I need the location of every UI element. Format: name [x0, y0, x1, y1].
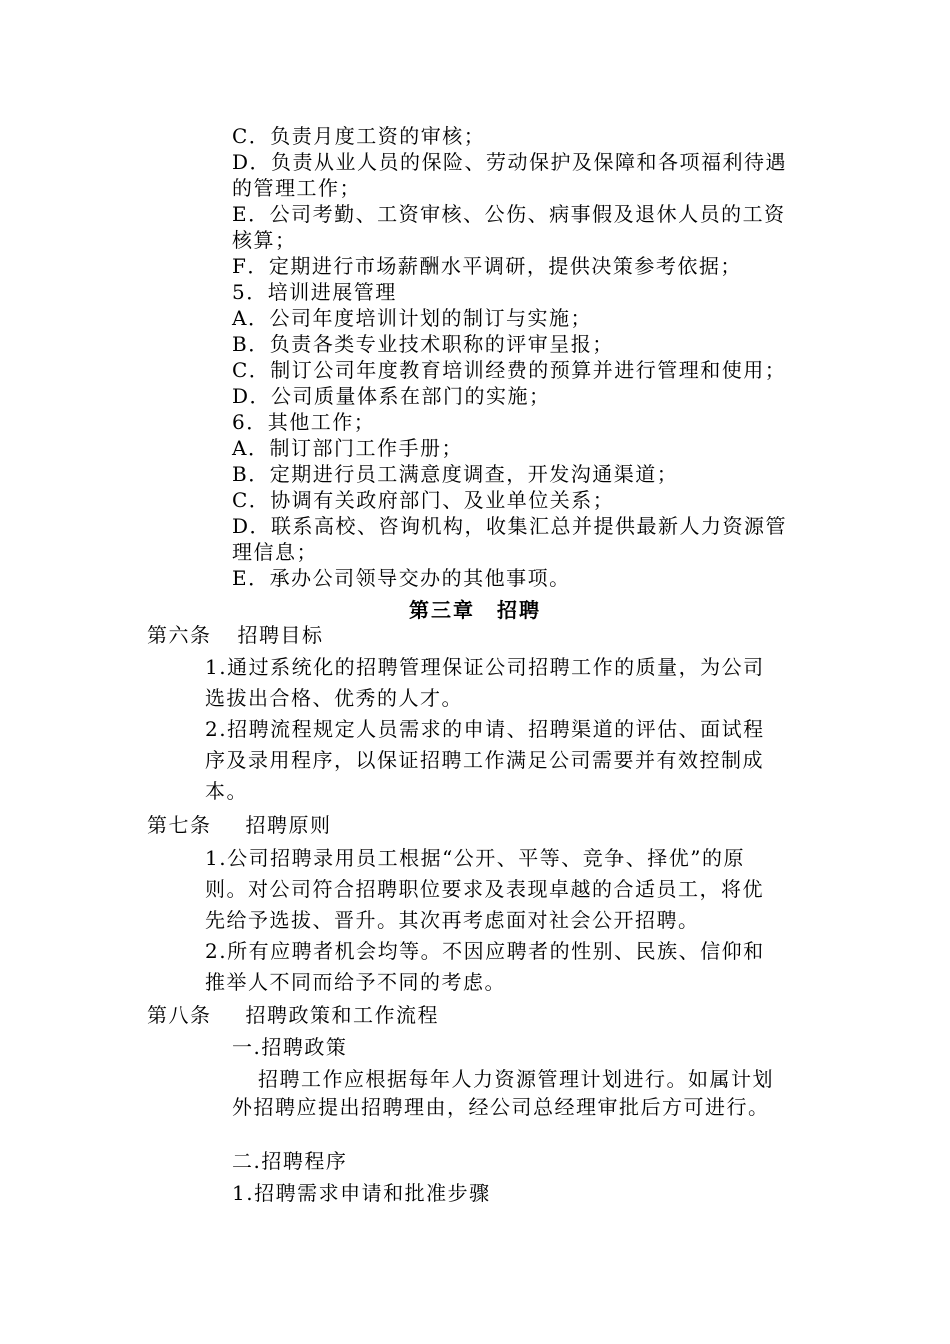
- article-title: 招聘原则: [245, 813, 332, 837]
- article-number: 第七条: [147, 813, 212, 837]
- list-item: 5．培训进展管理: [232, 280, 397, 304]
- list-item: 6．其他工作；: [232, 410, 376, 434]
- paragraph-line: 本。: [205, 779, 248, 803]
- list-item: C．负责月度工资的审核；: [232, 124, 486, 148]
- paragraph-line: 招聘工作应根据每年人力资源管理计划进行。如属计划: [258, 1067, 774, 1091]
- paragraph-line: 2.招聘流程规定人员需求的申请、招聘渠道的评估、面试程: [205, 717, 765, 741]
- article-7-heading: [147, 812, 332, 838]
- list-item: C．制订公司年度教育培训经费的预算并进行管理和使用；: [232, 358, 787, 382]
- list-item: 的管理工作；: [232, 176, 361, 200]
- paragraph-line: 2.所有应聘者机会均等。不因应聘者的性别、民族、信仰和: [205, 939, 765, 963]
- list-item: E．承办公司领导交办的其他事项。: [232, 566, 571, 590]
- list-item: A．制订部门工作手册；: [232, 436, 463, 460]
- list-item: E．公司考勤、工资审核、公伤、病事假及退休人员的工资: [232, 202, 786, 226]
- list-item: 理信息；: [232, 540, 318, 564]
- list-item: D．联系高校、咨询机构，收集汇总并提供最新人力资源管: [232, 514, 788, 538]
- list-item: A．公司年度培训计划的制订与实施；: [232, 306, 592, 330]
- paragraph-line: 先给予选拔、晋升。其次再考虑面对社会公开招聘。: [205, 908, 700, 932]
- paragraph-line: 1.公司招聘录用员工根据“公开、平等、竞争、择优”的原: [205, 846, 746, 870]
- paragraph-line: 1.通过系统化的招聘管理保证公司招聘工作的质量，为公司: [205, 655, 765, 679]
- list-item: F．定期进行市场薪酬水平调研，提供决策参考依据；: [232, 254, 742, 278]
- list-item: B．定期进行员工满意度调查，开发沟通渠道；: [232, 462, 679, 486]
- list-item: D．公司质量体系在部门的实施；: [232, 384, 551, 408]
- paragraph-line: 外招聘应提出招聘理由，经公司总经理审批后方可进行。: [232, 1095, 770, 1119]
- article-title: 招聘目标: [237, 623, 324, 647]
- article-6-heading: [147, 622, 324, 648]
- paragraph-line: 选拔出合格、优秀的人才。: [205, 686, 463, 710]
- policy-heading: 一.招聘政策: [232, 1035, 348, 1059]
- paragraph-line: 序及录用程序，以保证招聘工作满足公司需要并有效控制成: [205, 748, 764, 772]
- chapter-heading: 第三章 招聘: [409, 598, 541, 622]
- paragraph-line: 则。对公司符合招聘职位要求及表现卓越的合适员工，将优: [205, 877, 764, 901]
- procedure-heading: 二.招聘程序: [232, 1149, 348, 1173]
- article-title: 招聘政策和工作流程: [245, 1003, 439, 1027]
- list-item: 核算；: [232, 228, 297, 252]
- paragraph-line: 推举人不同而给予不同的考虑。: [205, 970, 506, 994]
- list-item: B．负责各类专业技术职称的评审呈报；: [232, 332, 614, 356]
- list-item: C．协调有关政府部门、及业单位关系；: [232, 488, 615, 512]
- procedure-step-1: 1.招聘需求申请和批准步骤: [232, 1181, 491, 1205]
- article-number: 第八条: [147, 1003, 212, 1027]
- list-item: D．负责从业人员的保险、劳动保护及保障和各项福利待遇: [232, 150, 788, 174]
- article-number: 第六条: [147, 623, 212, 647]
- article-8-heading: [147, 1002, 439, 1028]
